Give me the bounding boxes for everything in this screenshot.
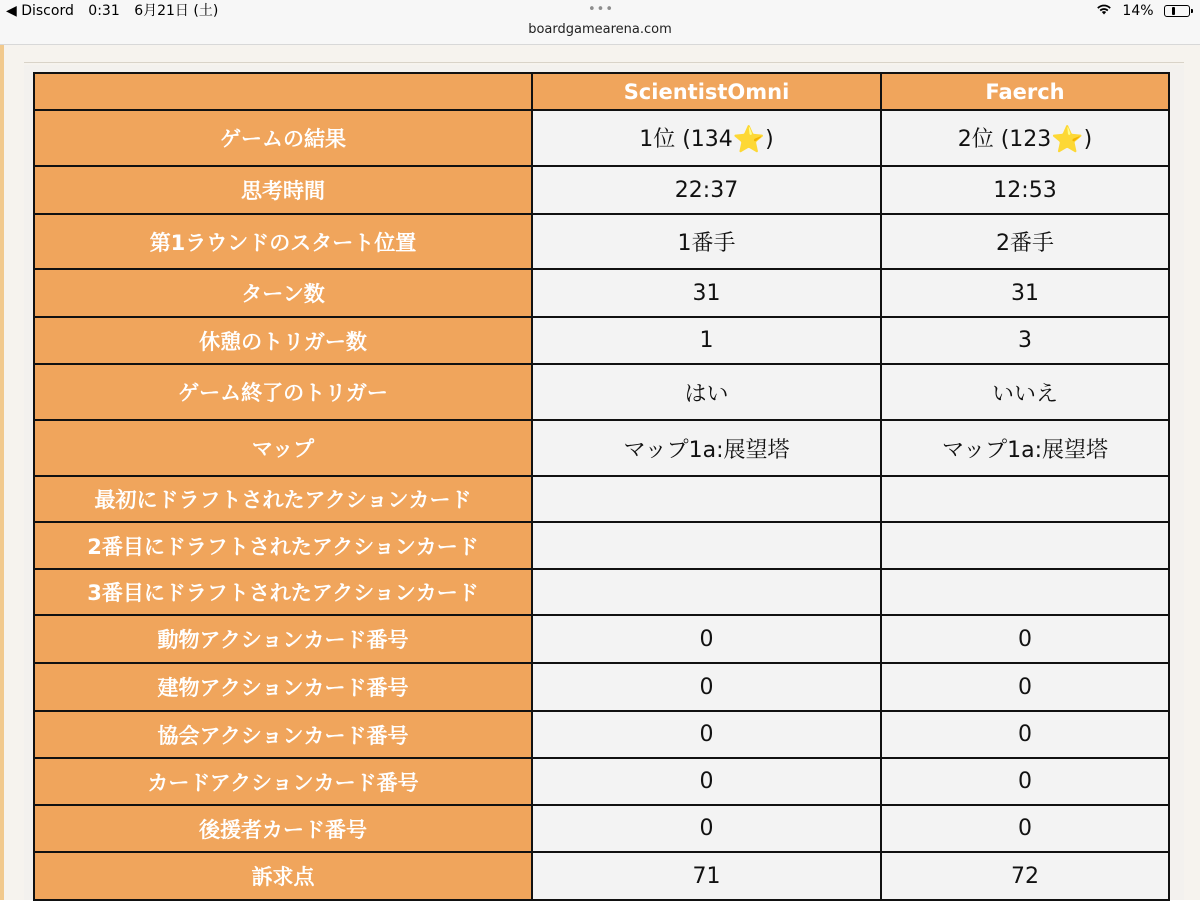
status-time: 0:31 — [88, 3, 120, 19]
row-label: 3番目にドラフトされたアクションカード — [34, 569, 532, 615]
battery-icon — [1164, 5, 1190, 17]
value-cell-scientistomni — [532, 758, 881, 805]
game-stats-table — [33, 72, 1170, 901]
star-icon: ⭐ — [732, 124, 766, 155]
value-cell-scientistomni — [532, 711, 881, 758]
table-row — [34, 711, 1169, 758]
row-label: 2番目にドラフトされたアクションカード — [34, 522, 532, 569]
row-label: 建物アクションカード番号 — [34, 663, 532, 711]
page-left-edge — [0, 45, 4, 900]
cell-value: 2位 (123 — [957, 126, 1052, 152]
value-cell-faerch — [881, 758, 1169, 805]
row-label: マップ — [34, 420, 532, 476]
cell-value: 71 — [692, 863, 721, 889]
table-row — [34, 166, 1169, 214]
multitasking-dots[interactable]: ••• — [588, 2, 615, 17]
row-label: ゲームの結果 — [34, 110, 532, 166]
value-cell-faerch — [881, 615, 1169, 663]
cell-value: マップ1a:展望塔 — [623, 437, 790, 463]
status-left — [6, 0, 228, 22]
status-date: 6月21日 (土) — [134, 3, 219, 19]
table-row — [34, 569, 1169, 615]
table-row — [34, 758, 1169, 805]
address-bar[interactable] — [0, 22, 1200, 45]
cell-value: 0 — [699, 769, 714, 794]
table-row — [34, 269, 1169, 317]
row-label: ターン数 — [34, 269, 532, 317]
row-label: 思考時間 — [34, 166, 532, 214]
row-label: 協会アクションカード番号 — [34, 711, 532, 758]
value-cell-faerch — [881, 166, 1169, 214]
table-row — [34, 852, 1169, 900]
value-cell-scientistomni — [532, 522, 881, 569]
row-label: 動物アクションカード番号 — [34, 615, 532, 663]
row-label: 休憩のトリガー数 — [34, 317, 532, 364]
cell-value: 0 — [1018, 769, 1032, 794]
row-label: 訴求点 — [34, 852, 532, 900]
cell-value: 31 — [692, 280, 721, 306]
value-cell-scientistomni — [532, 615, 881, 663]
cell-value: 0 — [699, 626, 714, 652]
table-row — [34, 476, 1169, 522]
value-cell-scientistomni — [532, 476, 881, 522]
value-cell-faerch — [881, 214, 1169, 269]
row-label: カードアクションカード番号 — [34, 758, 532, 805]
cell-value: 2番手 — [996, 231, 1054, 256]
table-header-row — [34, 73, 1169, 110]
url-text[interactable]: boardgamearena.com — [528, 22, 672, 37]
cell-value: 1位 (134 — [639, 126, 733, 152]
value-cell-faerch — [881, 852, 1169, 900]
cell-value: 1 — [699, 328, 714, 353]
value-cell-faerch — [881, 805, 1169, 852]
star-icon: ⭐ — [1051, 124, 1084, 155]
value-cell-scientistomni — [532, 317, 881, 364]
cell-value: マップ1a:展望塔 — [941, 437, 1108, 463]
divider — [24, 62, 1184, 63]
cell-value: 3 — [1018, 328, 1032, 353]
value-cell-scientistomni — [532, 420, 881, 476]
value-cell-faerch — [881, 364, 1169, 420]
cell-value: 0 — [699, 674, 714, 700]
table-row — [34, 420, 1169, 476]
back-to-app-link[interactable]: ◀ Discord — [6, 3, 74, 19]
value-cell-faerch — [881, 569, 1169, 615]
value-cell-faerch — [881, 317, 1169, 364]
table-row — [34, 663, 1169, 711]
value-cell-scientistomni — [532, 805, 881, 852]
table-row — [34, 805, 1169, 852]
row-label: 第1ラウンドのスタート位置 — [34, 214, 532, 269]
player-name-faerch[interactable]: Faerch — [881, 73, 1169, 110]
page-content — [0, 45, 1200, 900]
cell-value: 31 — [1011, 280, 1039, 306]
cell-value: 0 — [1018, 626, 1032, 652]
cell-value: 72 — [1011, 863, 1039, 889]
value-cell-faerch — [881, 663, 1169, 711]
row-label: ゲーム終了のトリガー — [34, 364, 532, 420]
table-row — [34, 522, 1169, 569]
value-cell-faerch — [881, 110, 1169, 166]
value-cell-scientistomni — [532, 166, 881, 214]
cell-value: 0 — [1018, 722, 1032, 747]
table-row — [34, 615, 1169, 663]
cell-value-suffix: ) — [765, 126, 774, 152]
cell-value: 1番手 — [677, 231, 736, 256]
value-cell-scientistomni — [532, 269, 881, 317]
value-cell-scientistomni — [532, 569, 881, 615]
table-row — [34, 110, 1169, 166]
cell-value: いいえ — [991, 381, 1058, 407]
cell-value-suffix: ) — [1083, 126, 1093, 152]
row-label: 後援者カード番号 — [34, 805, 532, 852]
status-right — [1090, 0, 1190, 22]
row-label: 最初にドラフトされたアクションカード — [34, 476, 532, 522]
table-row — [34, 364, 1169, 420]
value-cell-faerch — [881, 522, 1169, 569]
value-cell-faerch — [881, 269, 1169, 317]
cell-value: 0 — [1018, 674, 1032, 700]
cell-value: はい — [684, 381, 729, 407]
table-row — [34, 214, 1169, 269]
value-cell-scientistomni — [532, 364, 881, 420]
player-name-scientistomni[interactable]: ScientistOmni — [532, 73, 881, 110]
cell-value: 0 — [699, 722, 714, 747]
value-cell-faerch — [881, 711, 1169, 758]
wifi-icon — [1096, 3, 1116, 19]
value-cell-scientistomni — [532, 110, 881, 166]
table-row — [34, 317, 1169, 364]
header-label-cell — [34, 73, 532, 110]
status-bar — [0, 0, 1200, 22]
value-cell-scientistomni — [532, 852, 881, 900]
cell-value: 22:37 — [674, 177, 739, 203]
cell-value: 0 — [1018, 816, 1032, 841]
value-cell-faerch — [881, 476, 1169, 522]
cell-value: 12:53 — [993, 177, 1057, 203]
battery-percent: 14% — [1122, 3, 1154, 19]
value-cell-faerch — [881, 420, 1169, 476]
value-cell-scientistomni — [532, 663, 881, 711]
value-cell-scientistomni — [532, 214, 881, 269]
cell-value: 0 — [699, 816, 714, 841]
